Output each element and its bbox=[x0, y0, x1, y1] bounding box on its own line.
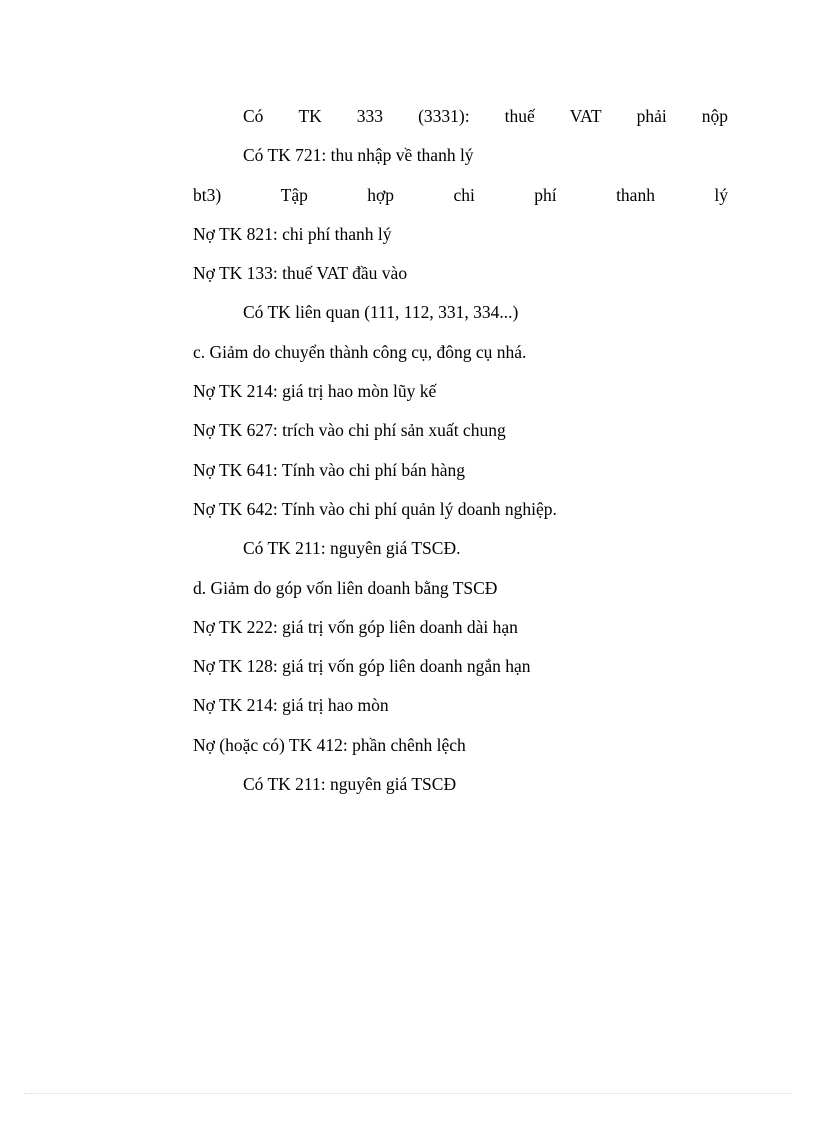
line-7: c. Giảm do chuyển thành công cụ, đông cụ nhá. bbox=[193, 341, 527, 362]
word: thanh bbox=[616, 184, 655, 205]
word: bt3) bbox=[193, 184, 222, 205]
word: VAT bbox=[569, 106, 602, 126]
line-4: Nợ TK 821: chi phí thanh lý bbox=[193, 223, 392, 244]
line-18: Có TK 211: nguyên giá TSCĐ bbox=[243, 774, 457, 795]
line-1 bbox=[193, 104, 728, 143]
line-2: Có TK 721: thu nhập về thanh lý bbox=[243, 145, 474, 166]
word: phí bbox=[534, 184, 557, 205]
line-8: Nợ TK 214: giá trị hao mòn lũy kế bbox=[193, 381, 437, 402]
line-5: Nợ TK 133: thuế VAT đầu vào bbox=[193, 263, 408, 284]
page-bottom-divider bbox=[24, 1093, 792, 1094]
text-body bbox=[193, 104, 728, 811]
line-12: Có TK 211: nguyên giá TSCĐ. bbox=[243, 538, 461, 559]
line-13: d. Giảm do góp vốn liên doanh bằng TSCĐ bbox=[193, 577, 498, 598]
line-14: Nợ TK 222: giá trị vốn góp liên doanh dài hạn bbox=[193, 616, 518, 637]
word: nộp bbox=[701, 106, 728, 126]
word: Có bbox=[243, 106, 264, 126]
word: hợp bbox=[367, 184, 395, 205]
line-17: Nợ (hoặc có) TK 412: phần chênh lệch bbox=[193, 734, 466, 755]
line-9: Nợ TK 627: trích vào chi phí sản xuất chung bbox=[193, 420, 506, 441]
line-6: Có TK liên quan (111, 112, 331, 334...) bbox=[243, 302, 519, 323]
line-10: Nợ TK 641: Tính vào chi phí bán hàng bbox=[193, 459, 466, 480]
word: chi bbox=[453, 184, 475, 205]
word: phải bbox=[636, 106, 667, 126]
line-11: Nợ TK 642: Tính vào chi phí quản lý doanh nghiệp. bbox=[193, 498, 557, 519]
line-15: Nợ TK 128: giá trị vốn góp liên doanh ngắn hạn bbox=[193, 656, 531, 677]
word: (3331): bbox=[418, 106, 470, 126]
line-3 bbox=[193, 183, 728, 222]
word: TK bbox=[298, 106, 322, 126]
line-16: Nợ TK 214: giá trị hao mòn bbox=[193, 695, 389, 716]
word: lý bbox=[714, 184, 728, 205]
word: 333 bbox=[356, 106, 384, 126]
word: Tập bbox=[280, 184, 308, 205]
word: thuế bbox=[504, 106, 535, 126]
